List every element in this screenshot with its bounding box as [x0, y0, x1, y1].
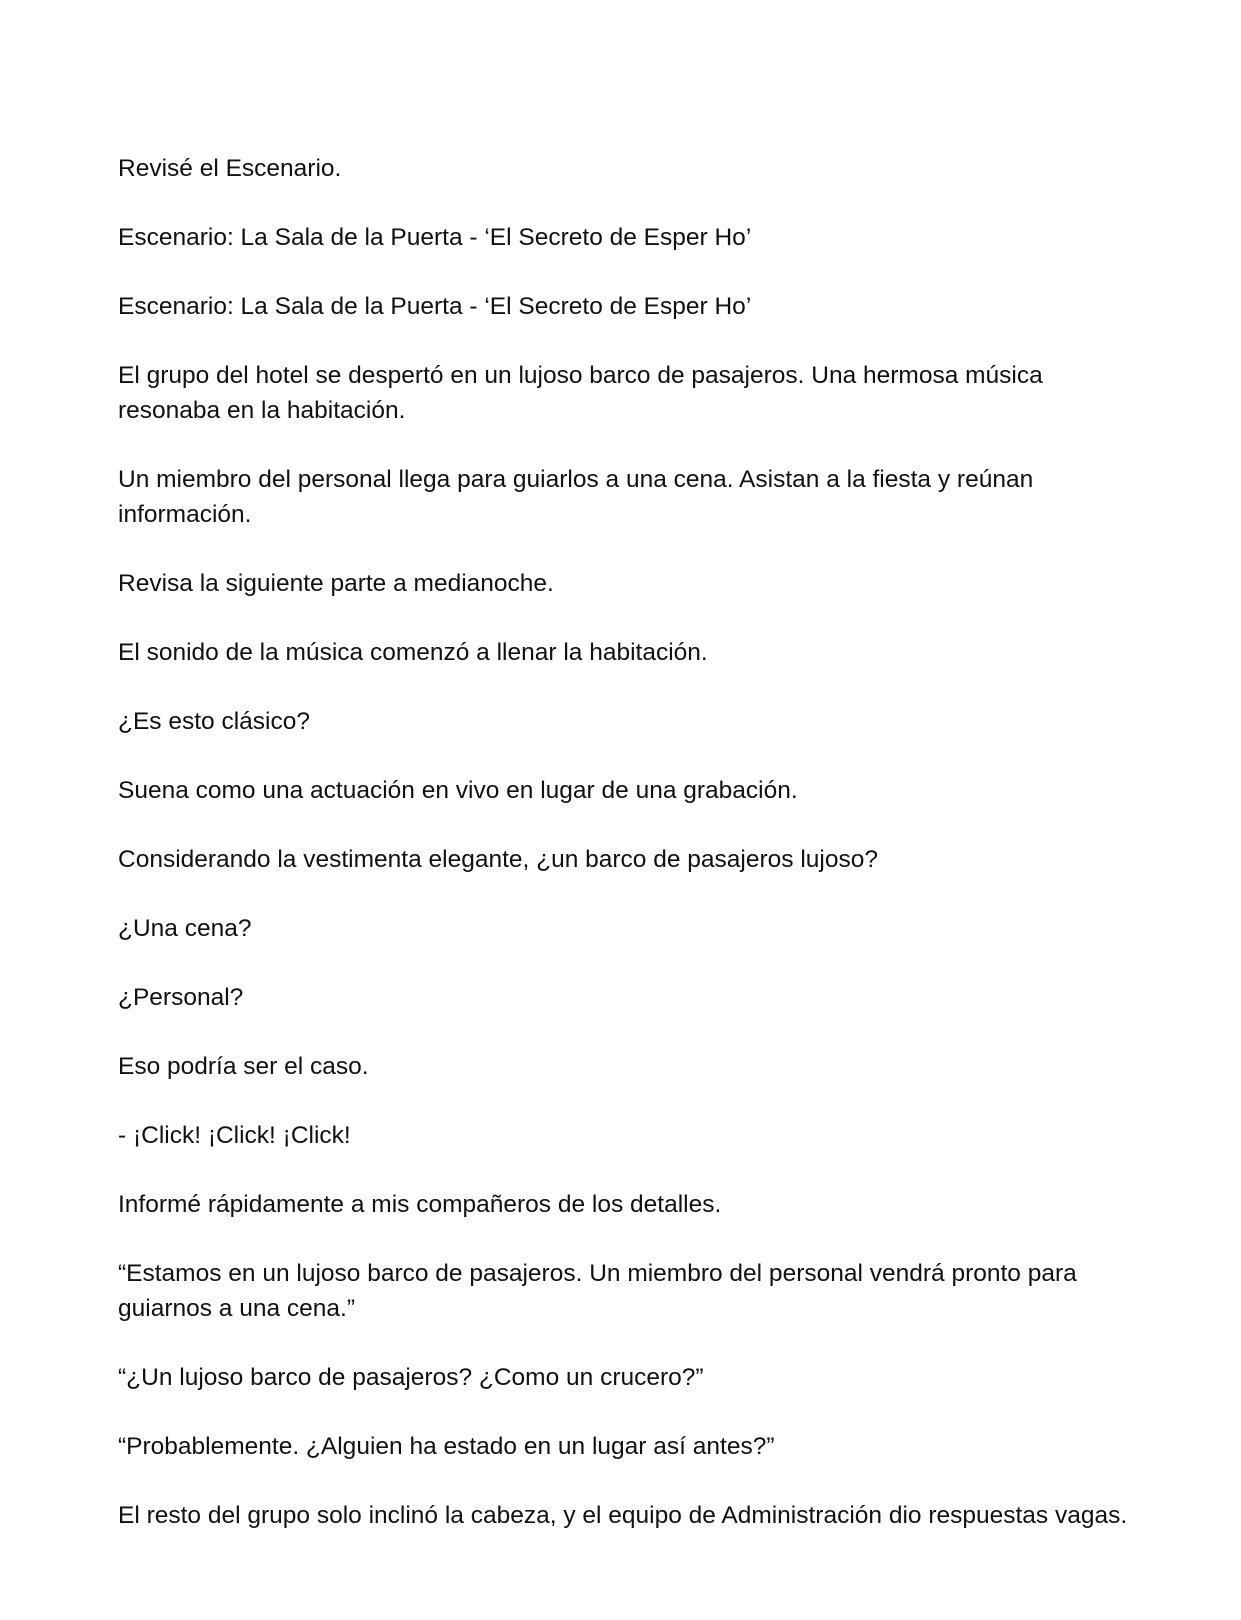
paragraph-4: El grupo del hotel se despertó en un lujoso barco de pasajeros. Una hermosa música resonaba en la habitación. — [118, 362, 1043, 424]
paragraph-13: Eso podría ser el caso. — [118, 1053, 369, 1080]
paragraph-3: Escenario: La Sala de la Puerta - ‘El Secreto de Esper Ho’ — [118, 293, 752, 320]
paragraph-12: ¿Personal? — [118, 984, 244, 1011]
paragraph-19: El resto del grupo solo inclinó la cabeza, y el equipo de Administración dio respuestas vagas. — [118, 1502, 1128, 1529]
paragraph-16: “Estamos en un lujoso barco de pasajeros. Un miembro del personal vendrá pronto para guiarnos a una cena.” — [118, 1260, 1077, 1322]
paragraph-10: Considerando la vestimenta elegante, ¿un barco de pasajeros lujoso? — [118, 846, 878, 873]
paragraph-14: - ¡Click! ¡Click! ¡Click! — [118, 1122, 351, 1149]
paragraph-8: ¿Es esto clásico? — [118, 708, 310, 735]
document-body — [118, 151, 1128, 1533]
paragraph-18: “Probablemente. ¿Alguien ha estado en un lugar así antes?” — [118, 1433, 775, 1460]
paragraph-2: Escenario: La Sala de la Puerta - ‘El Secreto de Esper Ho’ — [118, 224, 752, 251]
paragraph-9: Suena como una actuación en vivo en lugar de una grabación. — [118, 777, 798, 804]
paragraph-1: Revisé el Escenario. — [118, 155, 342, 182]
paragraph-11: ¿Una cena? — [118, 915, 252, 942]
paragraph-7: El sonido de la música comenzó a llenar la habitación. — [118, 639, 708, 666]
paragraph-6: Revisa la siguiente parte a medianoche. — [118, 570, 554, 597]
paragraph-15: Informé rápidamente a mis compañeros de los detalles. — [118, 1191, 722, 1218]
paragraph-17: “¿Un lujoso barco de pasajeros? ¿Como un crucero?” — [118, 1364, 704, 1391]
paragraph-5: Un miembro del personal llega para guiarlos a una cena. Asistan a la fiesta y reúnan información. — [118, 466, 1034, 528]
